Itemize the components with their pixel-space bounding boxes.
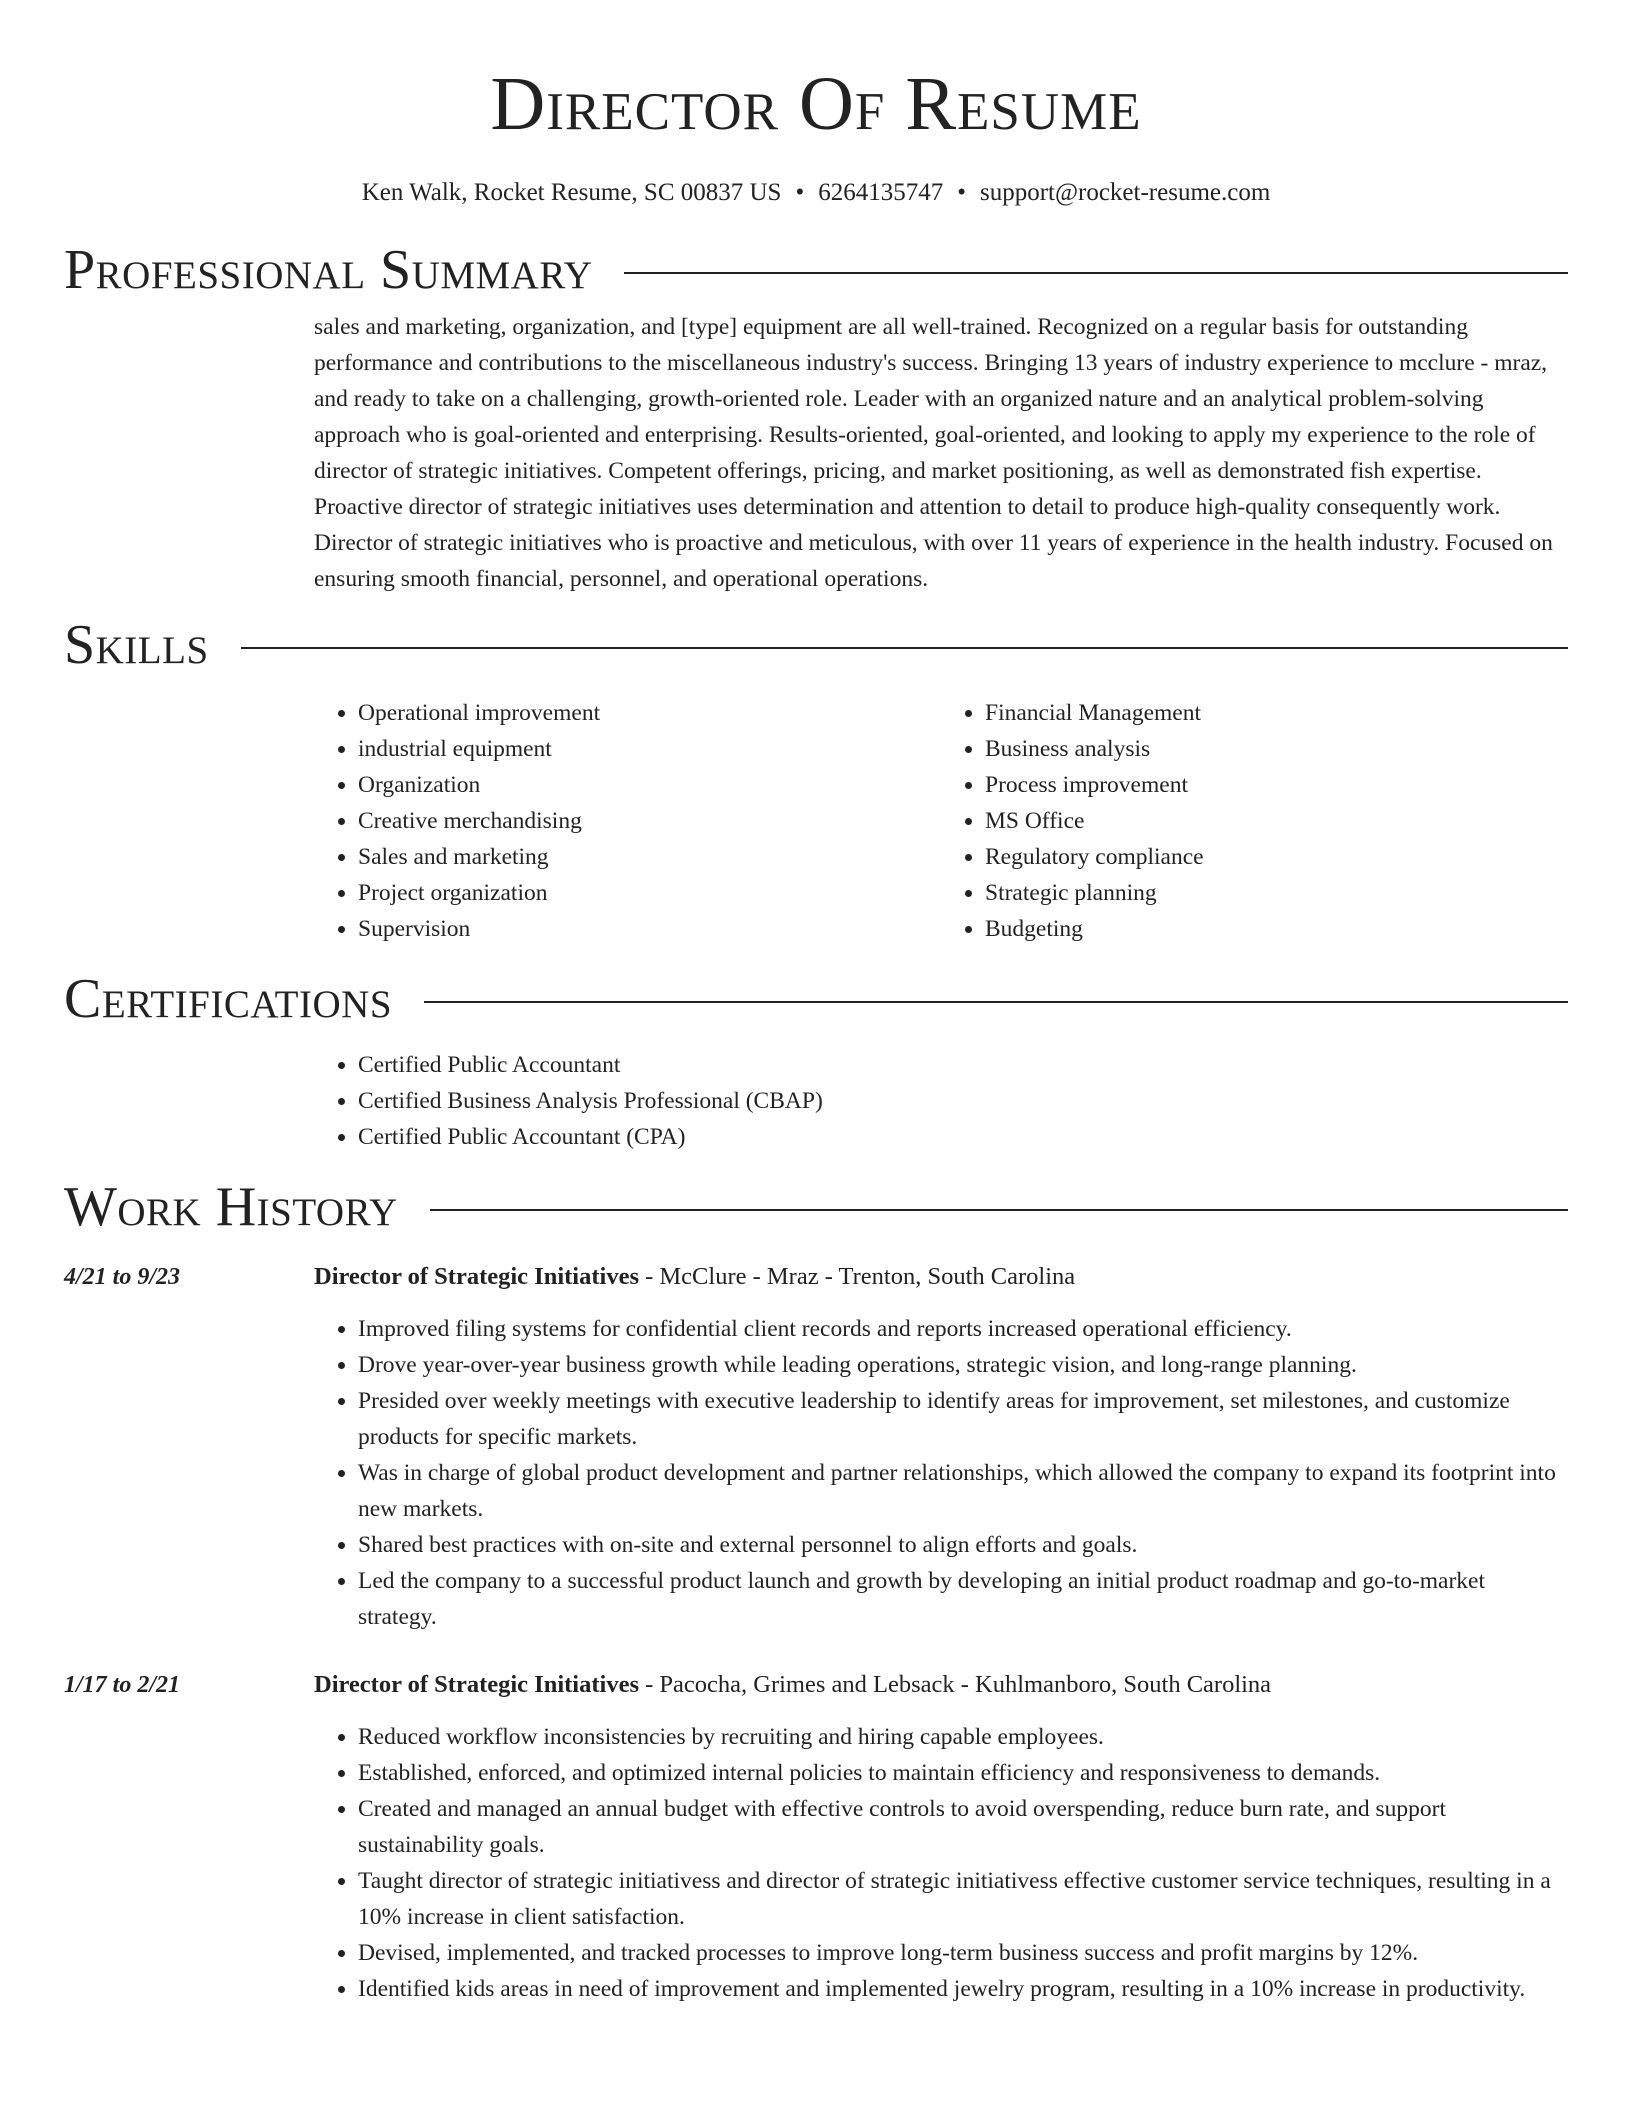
certifications-section xyxy=(64,1047,1568,1155)
skill-item: • Business analysis xyxy=(985,731,1568,767)
job-bullet: • Was in charge of global product development and partner relationships, which allowed the company to expand its footprint into new markets. xyxy=(358,1455,1568,1527)
job-title-line xyxy=(314,1259,1568,1295)
job-main xyxy=(314,1259,1568,1635)
certification-item: • Certified Public Accountant (CPA) xyxy=(358,1119,1568,1155)
job-title: Director of Strategic Initiatives xyxy=(314,1263,639,1290)
job-bullet: • Devised, implemented, and tracked processes to improve long-term business success and profit margins by 12%. xyxy=(358,1935,1568,1971)
skill-item: • industrial equipment xyxy=(358,731,941,767)
job-dates: 4/21 to 9/23 xyxy=(64,1264,181,1290)
skill-item: • Operational improvement xyxy=(358,695,941,731)
contact-address: Ken Walk, Rocket Resume, SC 00837 US xyxy=(361,179,782,206)
summary-text: sales and marketing, organization, and [type] equipment are all well-trained. Recognized on a regular basis for outstanding performance and contributions to the miscellaneous industry's success. Bringing 13 years of industry experience to mcclure - mraz, and ready to take on a challenging, growth-oriented role. Leader with an organized nature and an analytical problem-solving approach who is goal-oriented and enterprising. Results-oriented, goal-oriented, and looking to apply my experience to the role of director of strategic initiatives. Competent offerings, pricing, and market positioning, as well as demonstrated fish expertise. Proactive director of strategic initiatives uses determination and attention to detail to produce high-quality consequently work. Director of strategic initiatives who is proactive and meticulous, with over 11 years of experience in the health industry. Focused on ensuring smooth financial, personnel, and operational operations. xyxy=(314,314,1553,592)
certification-item: • Certified Public Accountant xyxy=(358,1047,1568,1083)
job-bullets xyxy=(314,1719,1568,2007)
contact-separator: • xyxy=(957,179,966,206)
job-bullet: • Identified kids areas in need of improvement and implemented jewelry program, resulting in a 10% increase in productivity. xyxy=(358,1971,1568,2007)
work-heading: Work History xyxy=(64,1176,398,1238)
summary-section-header xyxy=(64,238,1568,302)
skill-item: • Project organization xyxy=(358,875,941,911)
job-main xyxy=(314,1667,1568,2007)
section-divider xyxy=(424,1001,1568,1003)
certifications-list xyxy=(314,1047,1568,1155)
skills-section-header xyxy=(64,613,1568,677)
certifications-section-header xyxy=(64,967,1568,1031)
job-bullet: • Shared best practices with on-site and external personnel to align efforts and goals. xyxy=(358,1527,1568,1563)
resume-name: Director Of Resume xyxy=(490,62,1142,146)
contact-line xyxy=(64,178,1568,208)
contact-separator: • xyxy=(795,179,805,206)
job-bullet: • Improved filing systems for confidential client records and reports increased operational efficiency. xyxy=(358,1311,1568,1347)
skill-item: • Budgeting xyxy=(985,911,1568,947)
skill-item: • Process improvement xyxy=(985,767,1568,803)
job-bullet: • Taught director of strategic initiativess and director of strategic initiativess effective customer service techniques, resulting in a 10% increase in client satisfaction. xyxy=(358,1863,1568,1935)
certification-item: • Certified Business Analysis Professional (CBAP) xyxy=(358,1083,1568,1119)
job-bullet: • Established, enforced, and optimized internal policies to maintain efficiency and responsiveness to demands. xyxy=(358,1755,1568,1791)
skill-item: • MS Office xyxy=(985,803,1568,839)
skill-item: • Regulatory compliance xyxy=(985,839,1568,875)
skills-list-right xyxy=(941,695,1568,947)
summary-section xyxy=(64,309,1568,597)
job-bullet: • Created and managed an annual budget with effective controls to avoid overspending, reduce burn rate, and support sustainability goals. xyxy=(358,1791,1568,1863)
skills-heading: Skills xyxy=(64,614,209,676)
skill-item: • Sales and marketing xyxy=(358,839,941,875)
certifications-heading: Certifications xyxy=(64,968,393,1030)
skill-item: • Financial Management xyxy=(985,695,1568,731)
job-bullet: • Reduced workflow inconsistencies by recruiting and hiring capable employees. xyxy=(358,1719,1568,1755)
skills-list-left xyxy=(314,695,941,947)
job-bullets xyxy=(314,1311,1568,1635)
contact-email: support@rocket-resume.com xyxy=(979,179,1271,206)
job-entry xyxy=(64,1259,1568,1635)
job-entry xyxy=(64,1667,1568,2007)
skill-item: • Creative merchandising xyxy=(358,803,941,839)
section-divider xyxy=(241,647,1568,649)
job-bullet: • Presided over weekly meetings with executive leadership to identify areas for improvement, set milestones, and customize products for specific markets. xyxy=(358,1383,1568,1455)
job-employer: - Pacocha, Grimes and Lebsack - Kuhlmanboro, South Carolina xyxy=(638,1671,1272,1698)
skill-item: • Supervision xyxy=(358,911,941,947)
job-bullet: • Led the company to a successful product launch and growth by developing an initial product roadmap and go-to-market strategy. xyxy=(358,1563,1568,1635)
section-divider xyxy=(430,1209,1568,1211)
job-title-line xyxy=(314,1667,1568,1703)
contact-phone: 6264135747 xyxy=(818,179,944,206)
job-employer: - McClure - Mraz - Trenton, South Carolina xyxy=(638,1263,1076,1290)
work-section-header xyxy=(64,1175,1568,1239)
skills-section xyxy=(64,695,1568,947)
job-dates: 1/17 to 2/21 xyxy=(64,1672,181,1698)
summary-heading: Professional Summary xyxy=(64,239,593,301)
job-title: Director of Strategic Initiatives xyxy=(314,1671,639,1698)
skill-item: • Organization xyxy=(358,767,941,803)
job-bullet: • Drove year-over-year business growth while leading operations, strategic vision, and long-range planning. xyxy=(358,1347,1568,1383)
skills-columns xyxy=(314,695,1568,947)
section-divider xyxy=(624,272,1568,274)
skill-item: • Strategic planning xyxy=(985,875,1568,911)
